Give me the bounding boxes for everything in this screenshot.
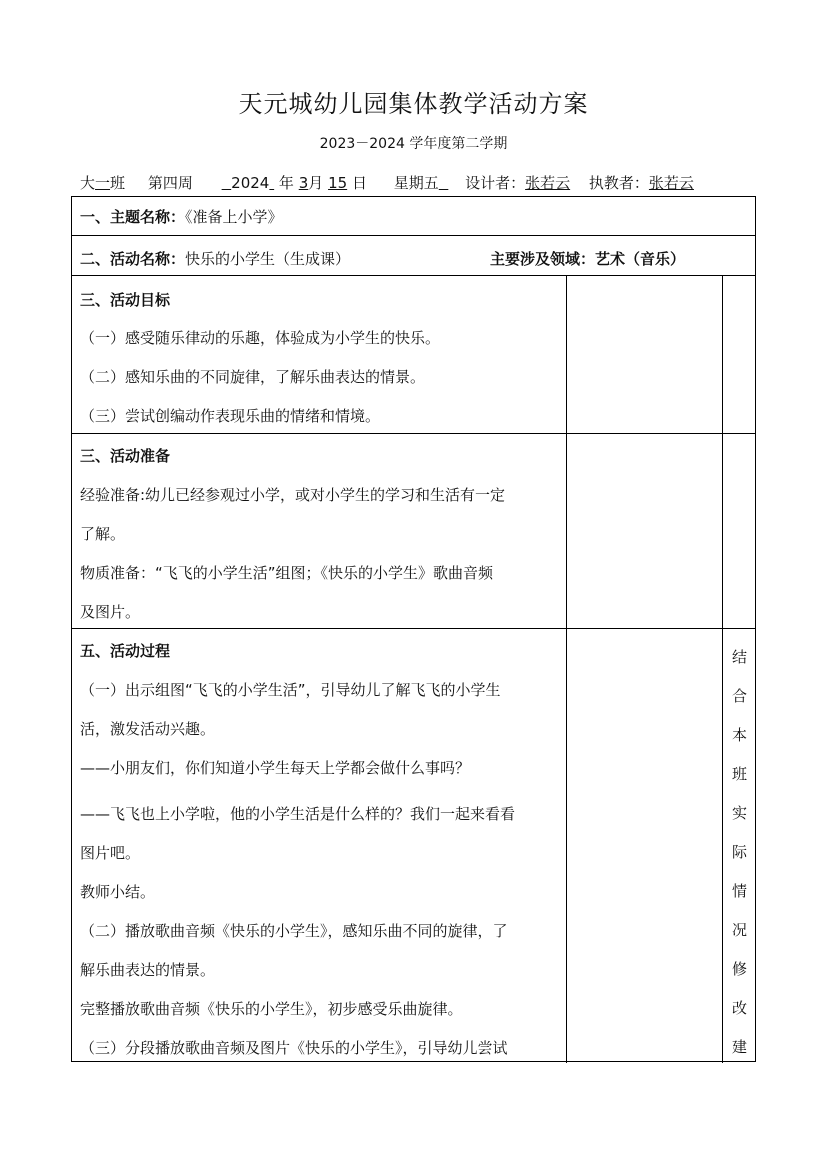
process-line: 教师小结。 [80,883,156,901]
table-divider [722,275,723,1063]
designer-label: 设计者： [465,174,526,192]
goal-item: （三）尝试创编动作表现乐曲的情绪和情境。 [80,407,381,425]
process-line: 图片吧。 [80,844,141,862]
process-line: （一）出示组图“飞飞的小学生活”，引导幼儿了解飞飞的小学生 [80,681,501,699]
week: 第四周 [147,174,193,192]
process-line: ——飞飞也上小学啦，他的小学生活是什么样的？我们一起来看看 [80,805,516,823]
prep-line: 经验准备:幼儿已经参观过小学，或对小学生的学习和生活有一定 [80,486,506,504]
goal-item: （二）感知乐曲的不同旋律，了解乐曲表达的情景。 [80,368,426,386]
process-line: 完整播放歌曲音频《快乐的小学生》，初步感受乐曲旋律。 [80,1000,463,1018]
table-rule [72,628,755,629]
table-rule [72,433,755,434]
weekday: 五 [423,174,439,192]
prep-line: 了解。 [80,525,126,543]
year-label: 年 [278,174,294,192]
day: 15 [328,174,348,192]
note-char: 况 [731,921,747,939]
teacher: 张若云 [648,174,694,192]
plan-table [71,196,756,1062]
info-line [80,172,694,193]
note-char: 建 [731,1038,747,1056]
note-char: 班 [731,765,747,783]
class-prefix: 大 [80,174,96,192]
table-rule [72,235,755,236]
theme-label: 一、主题名称： [80,208,186,226]
month-label: 月 [308,174,324,192]
note-char: 改 [731,999,747,1017]
activity-value: 快乐的小学生（生成课） [185,250,351,268]
year: 2024 [231,174,270,192]
process-line: 解乐曲表达的情景。 [80,961,216,979]
goal-item: （一）感受随乐律动的乐趣，体验成为小学生的快乐。 [80,329,441,347]
term-subtitle: 2023－2024 学年度第二学期 [319,136,508,152]
note-char: 修 [731,960,747,978]
goals-heading: 三、活动目标 [80,291,171,309]
page-title: 天元城幼儿园集体教学活动方案 [238,90,589,118]
note-char: 实 [731,804,747,822]
table-rule [72,275,755,276]
process-line: （二）播放歌曲音频《快乐的小学生》，感知乐曲不同的旋律，了 [80,922,508,940]
prep-heading: 三、活动准备 [80,447,171,465]
note-char: 情 [731,882,747,900]
note-char: 合 [731,687,747,705]
day-label: 日 [351,174,367,192]
process-line: 活，激发活动兴趣。 [80,720,216,738]
month: 3 [298,174,309,192]
theme-value: 《准备上小学》 [185,208,283,226]
class-suffix: 班 [110,174,126,192]
process-heading: 五、活动过程 [80,642,171,660]
prep-line: 及图片。 [80,603,141,621]
table-divider [566,275,567,1063]
prep-line: 物质准备：“飞飞的小学生活”组图；《快乐的小学生》歌曲音频 [80,564,494,582]
process-line: ——小朋友们，你们知道小学生每天上学都会做什么事吗？ [80,759,471,777]
process-line: （三）分段播放歌曲音频及图片《快乐的小学生》，引导幼儿尝试 [80,1039,508,1057]
domain-label: 主要涉及领域：艺术（音乐） [490,250,686,268]
note-char: 际 [731,843,747,861]
activity-row [80,249,350,269]
designer: 张若云 [525,174,571,192]
theme-row [80,207,283,227]
note-char: 本 [731,726,747,744]
weekday-label: 星期 [393,174,424,192]
teacher-label: 执教者： [588,174,649,192]
class-mid: 一 [95,174,111,192]
activity-label: 二、活动名称： [80,250,186,268]
note-char: 结 [731,648,747,666]
